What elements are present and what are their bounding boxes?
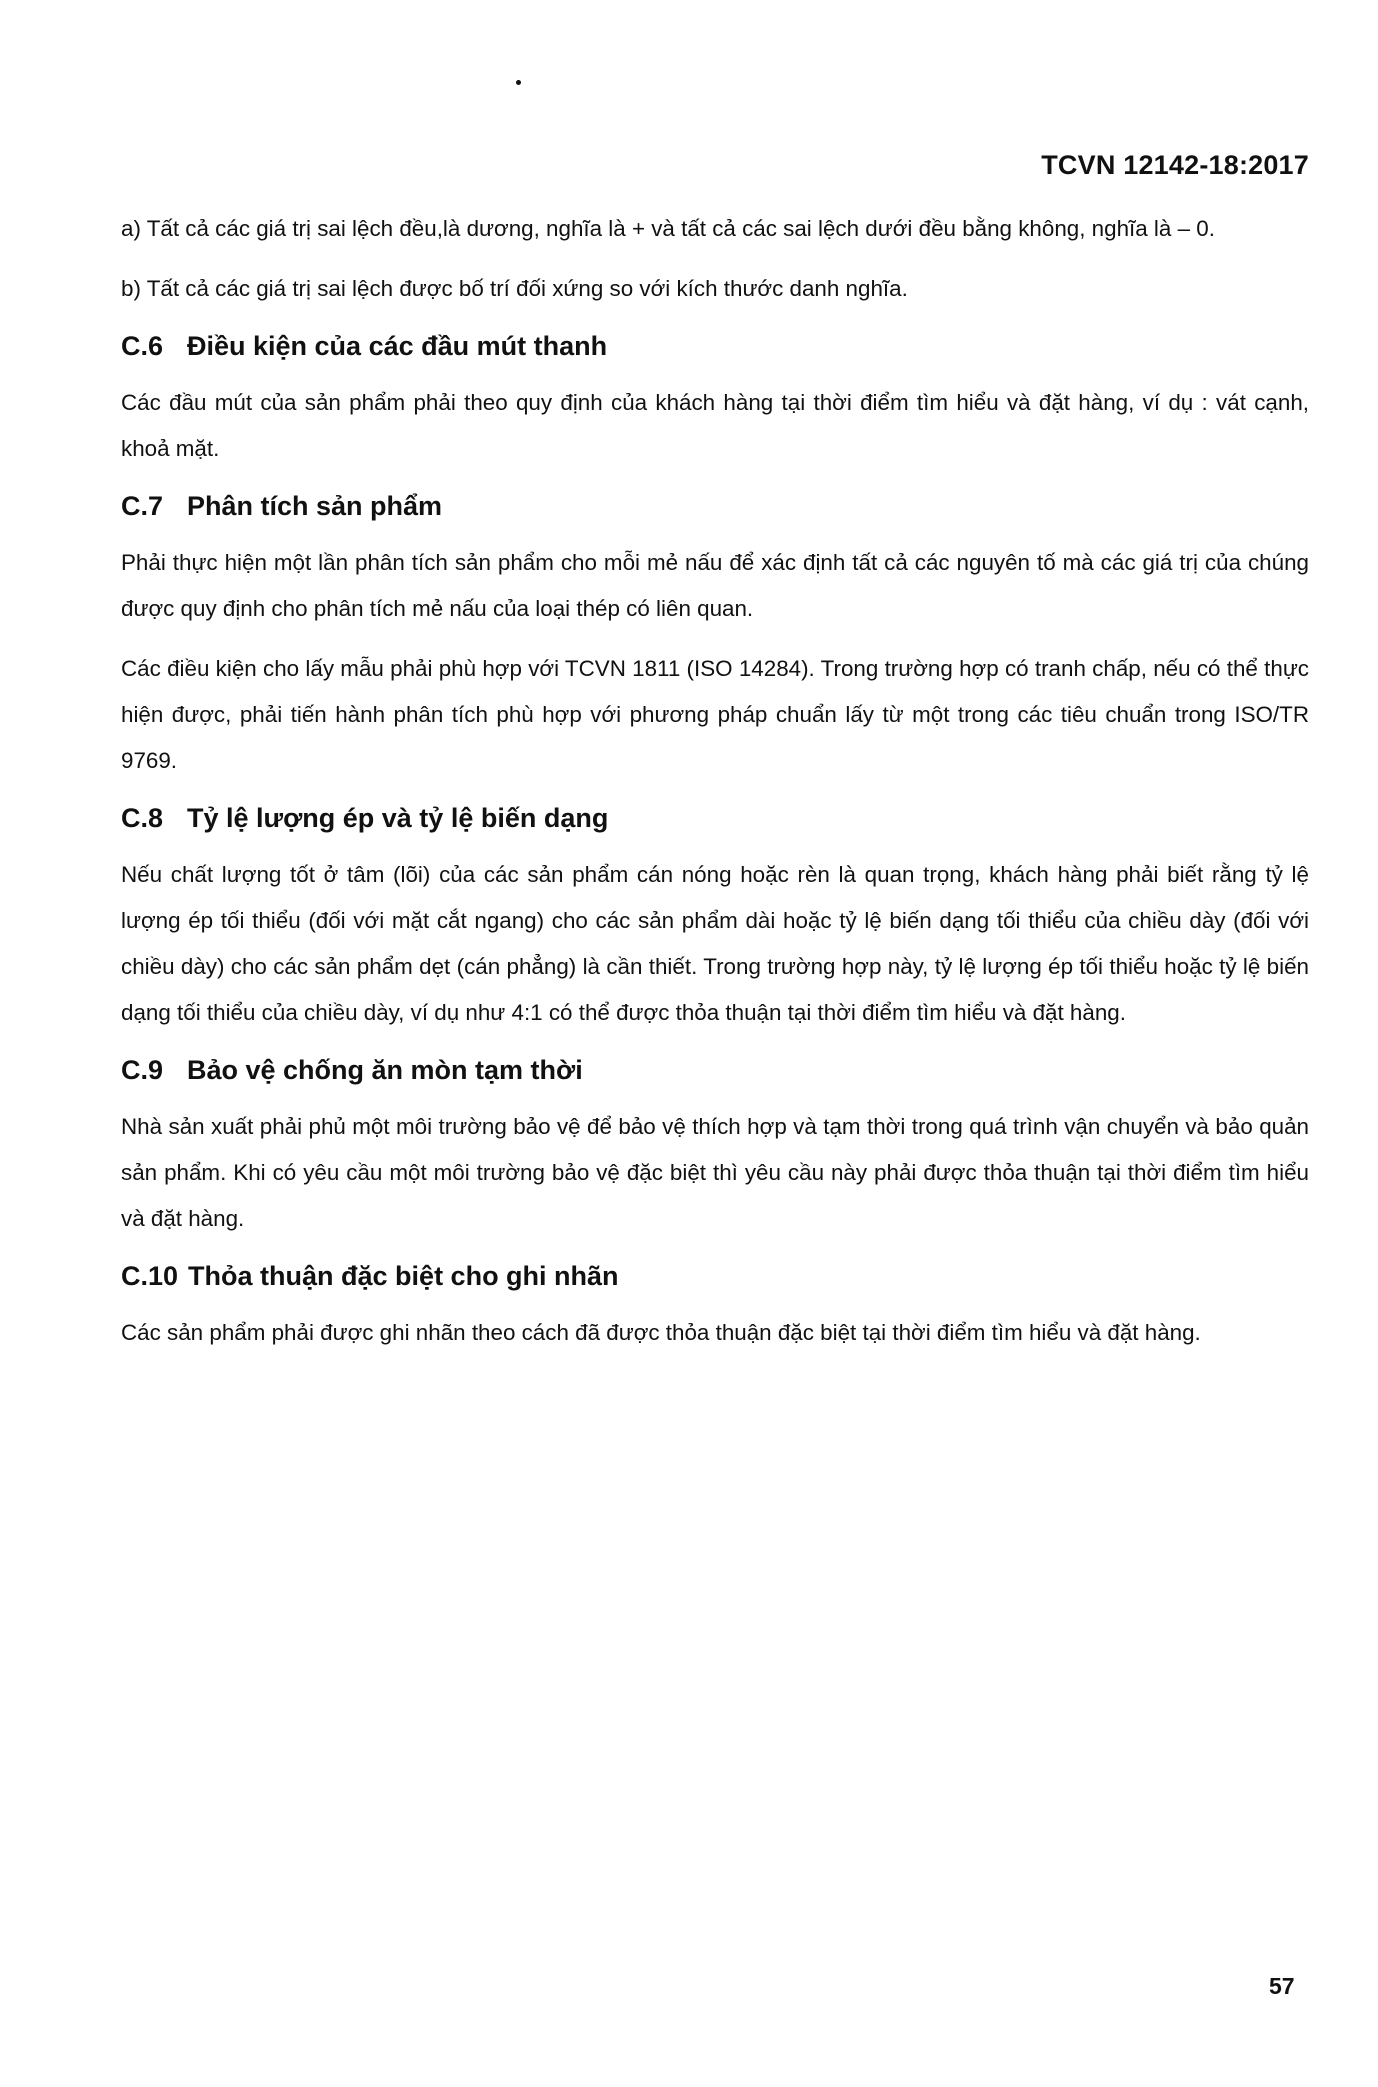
page-number: 57	[1269, 1973, 1295, 1999]
paragraph: Các điều kiện cho lấy mẫu phải phù hợp với TCVN 1811 (ISO 14284). Trong trường hợp có tranh chấp, nếu có thể thực hiện được, phải tiến hành phân tích phù hợp với phương pháp chuẩn lấy từ một trong các tiêu chuẩn trong ISO/TR 9769.	[121, 656, 1309, 773]
list-item-a: a) Tất cả các giá trị sai lệch đều,là dương, nghĩa là + và tất cả các sai lệch dưới đều bằng không, nghĩa là – 0.	[121, 216, 1215, 241]
section-heading	[121, 1050, 1309, 1090]
paragraph: Nếu chất lượng tốt ở tâm (lõi) của các sản phẩm cán nóng hoặc rèn là quan trọng, khách hàng phải biết rằng tỷ lệ lượng ép tối thiểu (đối với mặt cắt ngang) cho các sản phẩm dài hoặc tỷ lệ biến dạng tối thiểu của chiều dày (đối với chiều dày) cho các sản phẩm dẹt (cán phẳng) là cần thiết. Trong trường hợp này, tỷ lệ lượng ép tối thiểu hoặc tỷ lệ biến dạng tối thiểu của chiều dày, ví dụ như 4:1 có thể được thỏa thuận tại thời điểm tìm hiểu và đặt hàng.	[121, 862, 1309, 1025]
section-c6	[121, 326, 1309, 366]
section-title: Tỷ lệ lượng ép và tỷ lệ biến dạng	[187, 803, 609, 833]
list-item-b: b) Tất cả các giá trị sai lệch được bố trí đối xứng so với kích thước danh nghĩa.	[121, 276, 908, 301]
section-title: Điều kiện của các đầu mút thanh	[187, 331, 608, 361]
section-c8	[121, 798, 1309, 838]
paragraph: Phải thực hiện một lần phân tích sản phẩm cho mỗi mẻ nấu để xác định tất cả các nguyên tố mà các giá trị của chúng được quy định cho phân tích mẻ nấu của loại thép có liên quan.	[121, 550, 1309, 621]
section-number: C.6	[121, 331, 164, 361]
document-id-header: TCVN 12142-18:2017	[1041, 150, 1309, 180]
section-heading	[121, 1256, 1309, 1296]
section-title: Bảo vệ chống ăn mòn tạm thời	[187, 1055, 583, 1085]
section-number: C.8	[121, 803, 164, 833]
section-c9	[121, 1050, 1309, 1090]
section-title: Thỏa thuận đặc biệt cho ghi nhãn	[188, 1261, 619, 1291]
scan-speck	[516, 80, 521, 85]
section-heading	[121, 798, 1309, 838]
section-heading	[121, 486, 1309, 526]
page-content	[121, 206, 1309, 1356]
paragraph: Nhà sản xuất phải phủ một môi trường bảo vệ để bảo vệ thích hợp và tạm thời trong quá trình vận chuyển và bảo quản sản phẩm. Khi có yêu cầu một môi trường bảo vệ đặc biệt thì yêu cầu này phải được thỏa thuận tại thời điểm tìm hiểu và đặt hàng.	[121, 1114, 1309, 1231]
paragraph: Các sản phẩm phải được ghi nhãn theo cách đã được thỏa thuận đặc biệt tại thời điểm tìm hiểu và đặt hàng.	[121, 1320, 1201, 1345]
paragraph: Các đầu mút của sản phẩm phải theo quy định của khách hàng tại thời điểm tìm hiểu và đặt hàng, ví dụ : vát cạnh, khoả mặt.	[121, 390, 1309, 461]
section-number: C.9	[121, 1055, 164, 1085]
section-title: Phân tích sản phẩm	[187, 491, 443, 521]
section-c7	[121, 486, 1309, 526]
section-c10	[121, 1256, 1309, 1296]
section-heading	[121, 326, 1309, 366]
section-number: C.10	[121, 1261, 179, 1291]
section-number: C.7	[121, 491, 164, 521]
